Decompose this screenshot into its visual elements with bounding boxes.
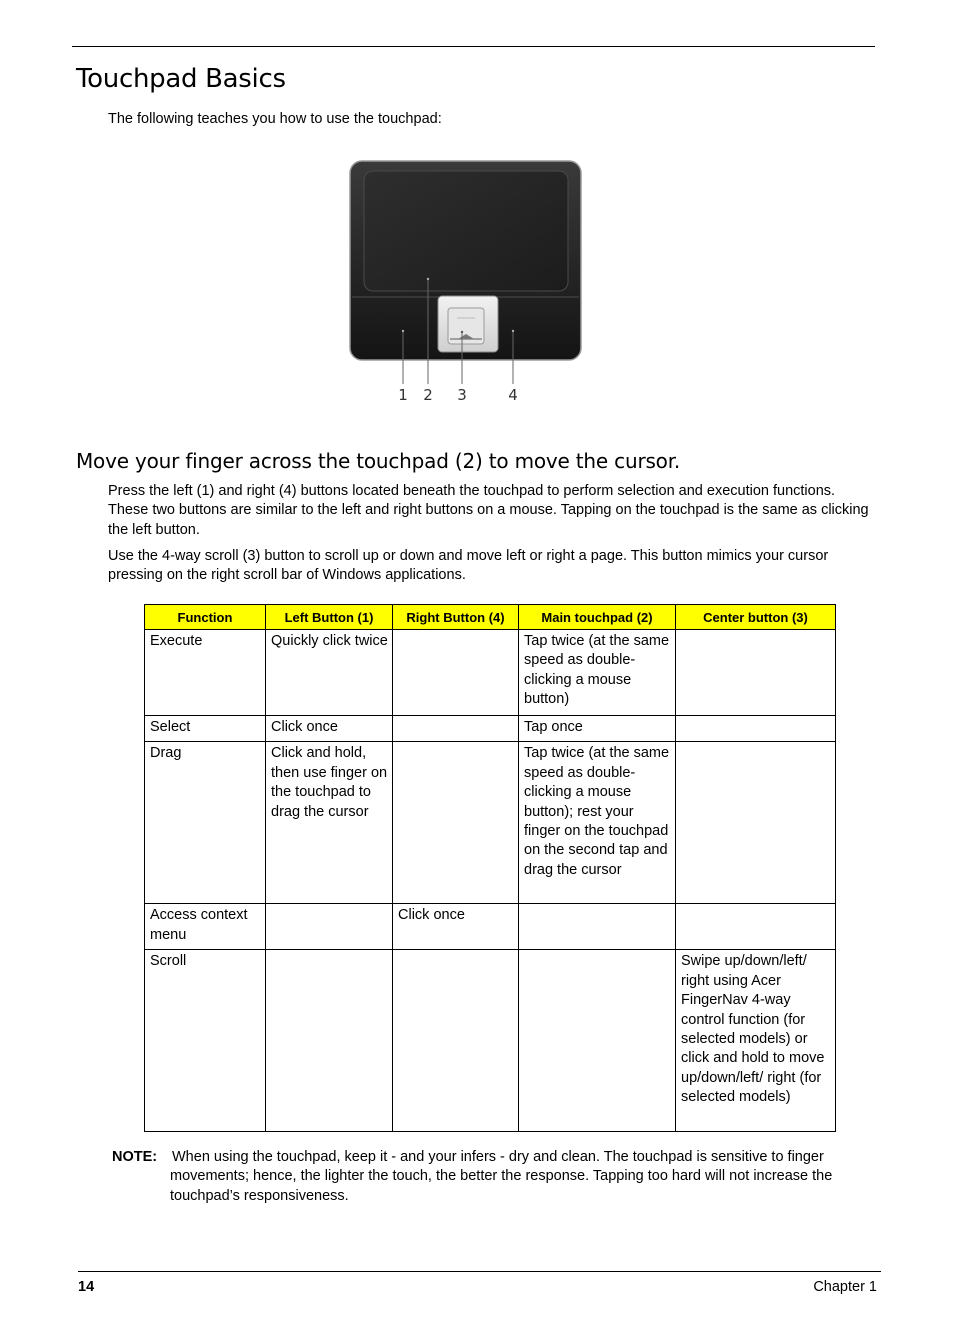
table-cell: Tap twice (at the same speed as double-clicking a mouse button); rest your finger on the touchpad on the second tap and drag the cursor <box>519 742 676 904</box>
table-cell <box>676 716 836 742</box>
header-left-button: Left Button (1) <box>266 605 393 630</box>
table-cell <box>393 716 519 742</box>
table-cell <box>266 904 393 950</box>
table-cell <box>519 904 676 950</box>
header-function: Function <box>145 605 266 630</box>
table-cell <box>393 742 519 904</box>
paragraph-scroll: Use the 4-way scroll (3) button to scroll up or down and move left or right a page. This button mimics your cursor pressing on the right scroll bar of Windows applications. <box>108 548 829 584</box>
table-cell <box>676 630 836 716</box>
callout-label-1: 1 <box>398 386 408 404</box>
table-cell <box>266 950 393 1132</box>
table-cell: Access context menu <box>145 904 266 950</box>
touchpad-function-table <box>144 604 836 1132</box>
callout-label-2: 2 <box>423 386 433 404</box>
page-number: 14 <box>78 1279 95 1295</box>
callout-label-4: 4 <box>508 386 518 404</box>
note-label: NOTE: <box>112 1149 158 1165</box>
touchpad-illustration <box>342 158 586 408</box>
section-subheading: Move your finger across the touchpad (2) to move the cursor. <box>76 449 681 473</box>
page-title: Touchpad Basics <box>76 64 286 94</box>
table-cell: Drag <box>145 742 266 904</box>
table-cell: Tap once <box>519 716 676 742</box>
table-cell <box>393 950 519 1132</box>
table-cell: Tap twice (at the same speed as double-clicking a mouse button) <box>519 630 676 716</box>
header-center-button: Center button (3) <box>676 605 836 630</box>
table-cell <box>393 630 519 716</box>
header-rule <box>72 46 875 47</box>
table-header-row <box>145 605 836 630</box>
callout-label-3: 3 <box>457 386 467 404</box>
paragraph-buttons: Press the left (1) and right (4) buttons located beneath the touchpad to perform selection and execution functions. These two buttons are similar to the left and right buttons on a mouse. Tapping on the touchpad is the same as clicking the left button. <box>108 483 869 538</box>
header-main-touchpad: Main touchpad (2) <box>519 605 676 630</box>
table-cell: Select <box>145 716 266 742</box>
table-cell: Swipe up/down/left/ right using Acer FingerNav 4-way control function (for selected models) or click and hold to move up/down/left/ right (for selected models) <box>676 950 836 1132</box>
note-text: When using the touchpad, keep it - and your infers - dry and clean. The touchpad is sensitive to finger movements; hence, the lighter the touch, the better the response. Tapping too hard will not increase the touchpad’s responsiveness. <box>170 1149 833 1204</box>
table-cell: Click and hold, then use finger on the touchpad to drag the cursor <box>266 742 393 904</box>
table-row <box>145 630 836 716</box>
intro-text: The following teaches you how to use the touchpad: <box>108 111 442 127</box>
table-cell: Click once <box>266 716 393 742</box>
table-row <box>145 904 836 950</box>
touchpad-surface <box>364 171 568 291</box>
table-cell <box>676 742 836 904</box>
chapter-label: Chapter 1 <box>813 1279 877 1295</box>
header-right-button: Right Button (4) <box>393 605 519 630</box>
table-row <box>145 950 836 1132</box>
table-cell: Scroll <box>145 950 266 1132</box>
table-cell: Execute <box>145 630 266 716</box>
table-row <box>145 716 836 742</box>
table-cell: Click once <box>393 904 519 950</box>
table-cell <box>519 950 676 1132</box>
footer-rule <box>78 1271 881 1272</box>
table-cell: Quickly click twice <box>266 630 393 716</box>
table-row <box>145 742 836 904</box>
table-cell <box>676 904 836 950</box>
